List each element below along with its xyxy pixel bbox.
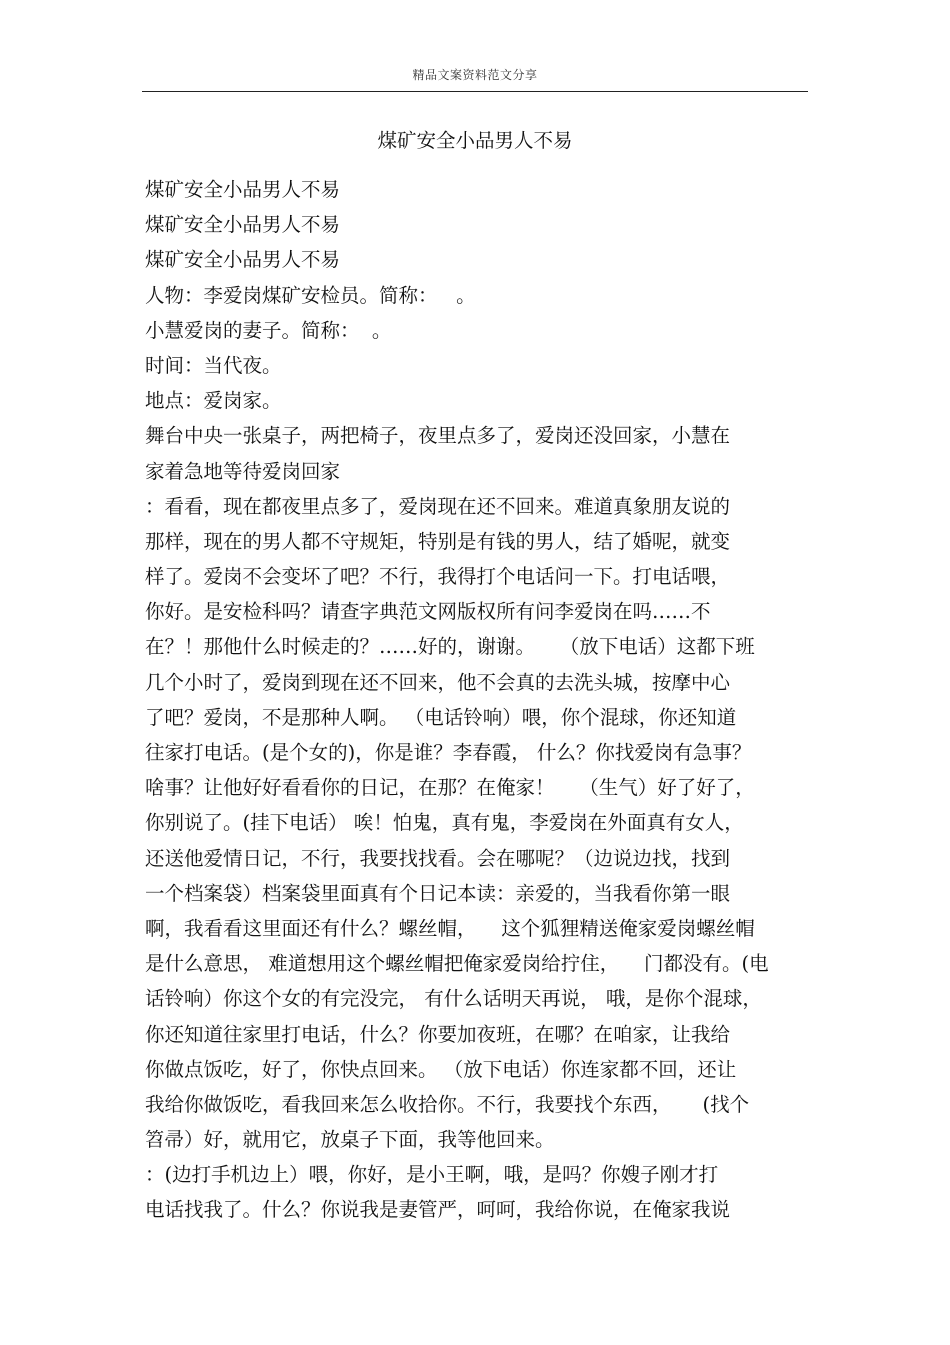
body-line: 时间：当代夜。 — [145, 353, 282, 377]
document-body — [145, 172, 811, 1228]
body-line: 在？！那他什么时候走的？……好的，谢谢。 （放下电话）这都下班 — [145, 635, 755, 659]
body-line: 一个档案袋）档案袋里面真有个日记本读：亲爱的，当我看你第一眼 — [145, 881, 731, 905]
body-line: 话铃响）你这个女的有完没完， 有什么话明天再说， 哦，是你个混球， — [145, 987, 762, 1011]
body-line: 还送他爱情日记，不行，我要找找看。会在哪呢？（边说边找，找到 — [145, 846, 731, 870]
body-line: 几个小时了，爱岗到现在还不回来，他不会真的去洗头城，按摩中心 — [145, 670, 731, 694]
body-line: 啊，我看看这里面还有什么？螺丝帽， 这个狐狸精送俺家爱岗螺丝帽 — [145, 916, 755, 940]
body-line: 地点：爱岗家。 — [145, 389, 282, 413]
body-line: 煤矿安全小品男人不易 — [145, 248, 341, 272]
body-line: 人物：李爱岗煤矿安检员。简称： 。 — [145, 283, 476, 307]
body-line: 是什么意思， 难道想用这个螺丝帽把俺家爱岗给拧住， 门都没有。(电 — [145, 952, 769, 976]
body-line: 舞台中央一张桌子，两把椅子，夜里点多了，爱岗还没回家，小慧在 — [145, 424, 731, 448]
body-line: 小慧爱岗的妻子。简称： 。 — [145, 318, 392, 342]
body-line: 煤矿安全小品男人不易 — [145, 178, 341, 201]
body-line: 那样，现在的男人都不守规矩，特别是有钱的男人，结了婚呢，就变 — [145, 529, 731, 553]
body-line: 笤帚）好，就用它，放桌子下面，我等他回来。 — [145, 1128, 555, 1152]
page-header: 精品文案资料范文分享 — [412, 68, 538, 82]
body-line: 家着急地等待爱岗回家 — [145, 459, 341, 483]
body-line: 我给你做饭吃，看我回来怎么收拾你。不行，我要找个东西， (找个 — [145, 1092, 750, 1116]
body-line: 往家打电话。(是个女的)，你是谁？李春霞， 什么？你找爱岗有急事？ — [145, 741, 752, 764]
body-line: 你别说了。(挂下电话） 唉！怕鬼，真有鬼，李爱岗在外面真有女人， — [145, 811, 744, 835]
body-line: ：看看，现在都夜里点多了，爱岗现在还不回来。难道真象朋友说的 — [145, 494, 731, 518]
body-line: 啥事？让他好好看看你的日记，在那？在俺家！ （生气）好了好了， — [145, 776, 755, 800]
body-line: ：(边打手机边上）喂，你好，是小王啊，哦，是吗？你嫂子刚才打 — [145, 1163, 719, 1187]
body-line: 电话找我了。什么？你说我是妻管严，呵呵，我给你说，在俺家我说 — [145, 1198, 731, 1222]
body-line: 你还知道往家里打电话，什么？你要加夜班，在哪？在咱家，让我给 — [145, 1022, 731, 1046]
body-line: 你做点饭吃，好了，你快点回来。 （放下电话）你连家都不回，还让 — [145, 1057, 737, 1081]
body-line: 样了。爱岗不会变坏了吧？不行，我得打个电话问一下。打电话喂， — [145, 565, 731, 589]
header-divider — [142, 91, 808, 92]
document-title: 煤矿安全小品男人不易 — [377, 129, 573, 152]
body-line: 了吧？爱岗，不是那种人啊。 （电话铃响）喂，你个混球，你还知道 — [145, 705, 737, 729]
body-line: 你好。是安检科吗？请查字典范文网版权所有问李爱岗在吗……不 — [145, 600, 711, 624]
body-line: 煤矿安全小品男人不易 — [145, 213, 341, 237]
